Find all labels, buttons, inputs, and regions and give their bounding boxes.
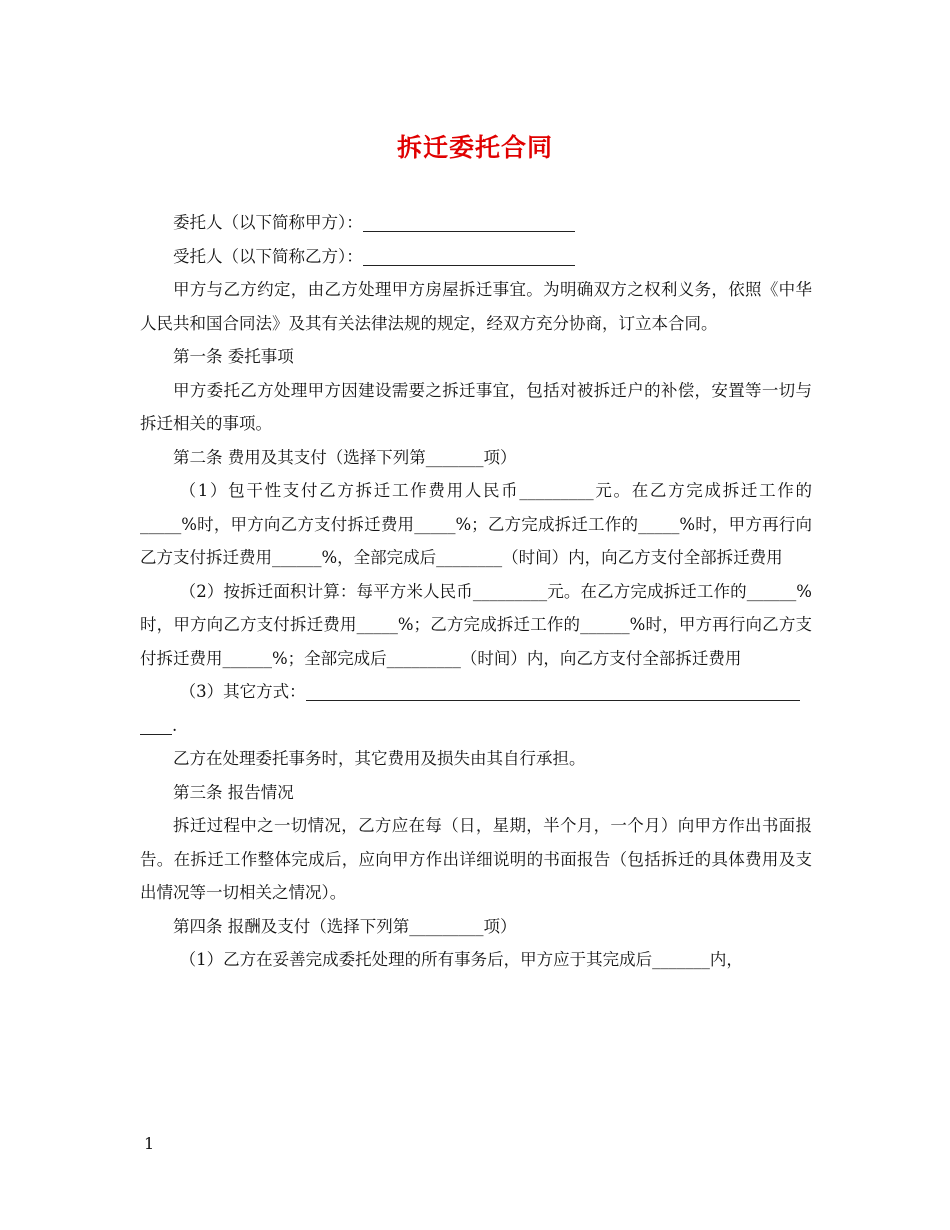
option-3-label: （3）其它方式：	[179, 682, 306, 701]
article-4-heading: 第四条 报酬及支付（选择下列第_________项）	[173, 916, 517, 936]
article-2-option-1: （1）包干性支付乙方拆迁工作费用人民币_________元。在乙方完成拆迁工作的_____%时，甲方向乙方支付拆迁费用_____%；乙方完成拆迁工作的_____%时，甲方再行向乙方支付拆迁费用______%，全部完成后________（时间）内，向乙方支付全部拆迁费用	[140, 481, 812, 567]
option-3-continuation	[140, 709, 812, 743]
article-2-option-2: （2）按拆迁面积计算：每平方米人民币_________元。在乙方完成拆迁工作的______%时，甲方向乙方支付拆迁费用_____%；乙方完成拆迁工作的______%时，甲方再行向乙方支付拆迁费用______%；全部完成后_________（时间）内，向乙方支付全部拆迁费用	[140, 581, 812, 668]
article-1-body: 甲方委托乙方处理甲方因建设需要之拆迁事宜，包括对被拆迁户的补偿，安置等一切与拆迁相关的事项。	[140, 380, 812, 433]
intro-paragraph: 甲方与乙方约定，由乙方处理甲方房屋拆迁事宜。为明确双方之权利义务，依照《中华人民共和国合同法》及其有关法律法规的规定，经双方充分协商，订立本合同。	[140, 280, 812, 333]
article-3-heading: 第三条 报告情况	[173, 782, 294, 802]
article-2-option-3	[140, 675, 812, 709]
document-title: 拆迁委托合同	[396, 133, 553, 162]
party-a-label: 委托人（以下简称甲方）：	[173, 213, 363, 232]
article-2-heading: 第二条 费用及其支付（选择下列第_______项）	[173, 447, 517, 467]
article-4-option-1: （1）乙方在妥善完成委托处理的所有事务后，甲方应于其完成后_______内，	[179, 950, 743, 969]
article-2-note: 乙方在处理委托事务时，其它费用及损失由其自行承担。	[173, 749, 586, 768]
party-b-line	[140, 240, 812, 274]
party-a-blank	[363, 211, 575, 232]
party-b-blank	[363, 245, 575, 266]
article-1-heading: 第一条 委托事项	[173, 347, 294, 366]
page-number: 1	[144, 1134, 155, 1153]
option-3-end: .	[172, 715, 178, 735]
option-3-blank	[306, 680, 800, 701]
party-b-label: 受托人（以下简称乙方）：	[173, 246, 363, 266]
party-a-line	[140, 206, 812, 240]
article-3-body: 拆迁过程中之一切情况，乙方应在每（日，星期，半个月，一个月）向甲方作出书面报告。在拆迁工作整体完成后，应向甲方作出详细说明的书面报告（包括拆迁的具体费用及支出情况等一切相关之情况）。	[140, 816, 812, 902]
option-3-blank-tail	[140, 714, 172, 735]
contract-body	[140, 206, 812, 977]
